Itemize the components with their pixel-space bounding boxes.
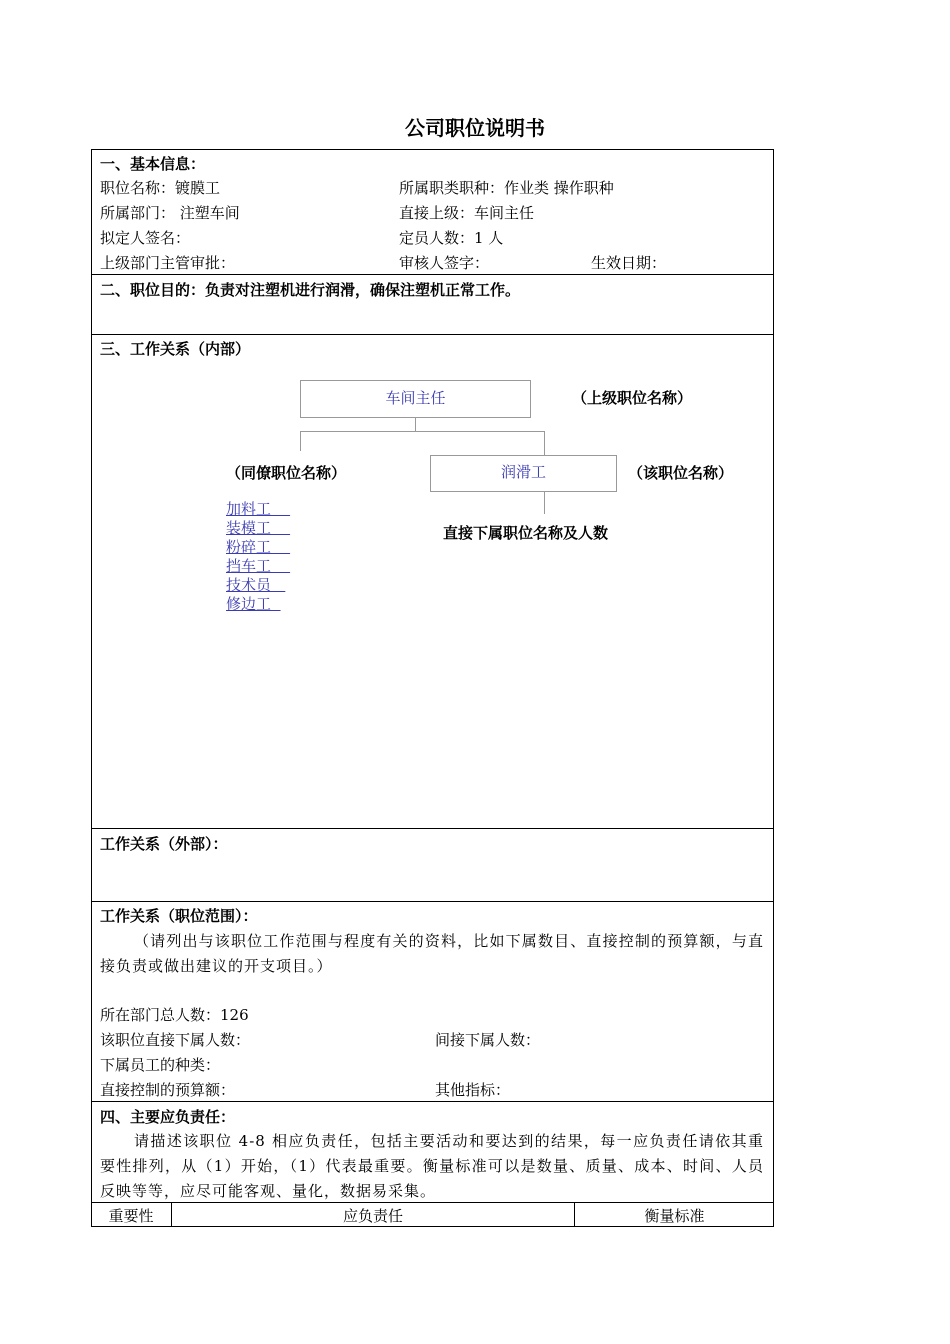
headcount: 定员人数：1 人 xyxy=(399,229,504,247)
duties-description: 请描述该职位 4-8 相应负责任，包括主要活动和要达到的结果，每一应负责任请依其重要性排列，从（1）开始，（1）代表最重要。衡量标准可以是数量、质量、成本、时间、人员反映等等，应尽可能客观、量化，数据易采集。 xyxy=(100,1132,764,1200)
department: 所属部门： 注塑车间 xyxy=(100,204,240,222)
peer-label: （同僚职位名称） xyxy=(226,464,347,482)
org-connector xyxy=(415,418,416,431)
divider xyxy=(91,828,774,829)
dept-total: 所在部门总人数：126 xyxy=(100,1006,249,1024)
peer-link-operator[interactable]: 挡车工 xyxy=(226,557,291,575)
position-purpose: 二、职位目的：负责对注塑机进行润滑，确保注塑机正常工作。 xyxy=(100,281,521,299)
subordinate-label: 直接下属职位名称及人数 xyxy=(443,524,609,542)
divider xyxy=(91,901,774,902)
scope-heading: 工作关系（职位范围）： xyxy=(100,907,258,925)
department-approval: 上级部门主管审批： xyxy=(100,254,236,272)
indirect-subordinates: 间接下属人数： xyxy=(435,1031,541,1049)
self-label: （该职位名称） xyxy=(628,464,734,482)
direct-supervisor: 直接上级：车间主任 xyxy=(399,204,535,222)
org-connector xyxy=(300,431,301,451)
page-title: 公司职位说明书 xyxy=(405,116,545,140)
divider xyxy=(91,334,774,335)
supervisor-label: （上级职位名称） xyxy=(572,389,693,407)
scope-note: （请列出与该职位工作范围与程度有关的资料，比如下属数目、直接控制的预算额，与直接负责或做出建议的开支项目。） xyxy=(100,932,764,975)
org-connector xyxy=(544,492,545,514)
budget-control: 直接控制的预算额： xyxy=(100,1081,236,1099)
column-header-measure: 衡量标准 xyxy=(644,1207,705,1225)
direct-subordinates: 该职位直接下属人数： xyxy=(100,1031,251,1049)
peer-link-mold-setter[interactable]: 装模工 xyxy=(226,519,291,537)
duties-heading: 四、主要应负责任： xyxy=(100,1108,236,1126)
divider xyxy=(91,274,774,275)
org-connector xyxy=(300,431,545,432)
drafter-signature: 拟定人签名： xyxy=(100,229,191,247)
external-relations-heading: 工作关系（外部）： xyxy=(100,835,228,853)
other-indicators: 其他指标： xyxy=(435,1081,511,1099)
divider xyxy=(91,1202,774,1203)
org-box-self: 润滑工 xyxy=(430,455,617,492)
internal-relations-heading: 三、工作关系（内部） xyxy=(100,340,251,358)
org-box-supervisor: 车间主任 xyxy=(300,380,531,418)
org-connector xyxy=(544,431,545,455)
peer-link-feeder[interactable]: 加料工 xyxy=(226,500,291,518)
column-header-duty: 应负责任 xyxy=(342,1207,403,1225)
position-name: 职位名称：镀膜工 xyxy=(100,179,221,197)
basic-info-heading: 一、基本信息： xyxy=(100,155,206,173)
peer-link-trimmer[interactable]: 修边工 xyxy=(226,595,281,613)
peer-link-crusher[interactable]: 粉碎工 xyxy=(226,538,291,556)
peer-link-technician[interactable]: 技术员 xyxy=(226,576,286,594)
divider xyxy=(91,1101,774,1102)
column-header-importance: 重要性 xyxy=(108,1207,154,1225)
job-category: 所属职类职种：作业类 操作职种 xyxy=(399,179,614,197)
reviewer-signature: 审核人签字： xyxy=(399,254,490,272)
effective-date: 生效日期： xyxy=(591,254,667,272)
subordinate-types: 下属员工的种类： xyxy=(100,1056,221,1074)
